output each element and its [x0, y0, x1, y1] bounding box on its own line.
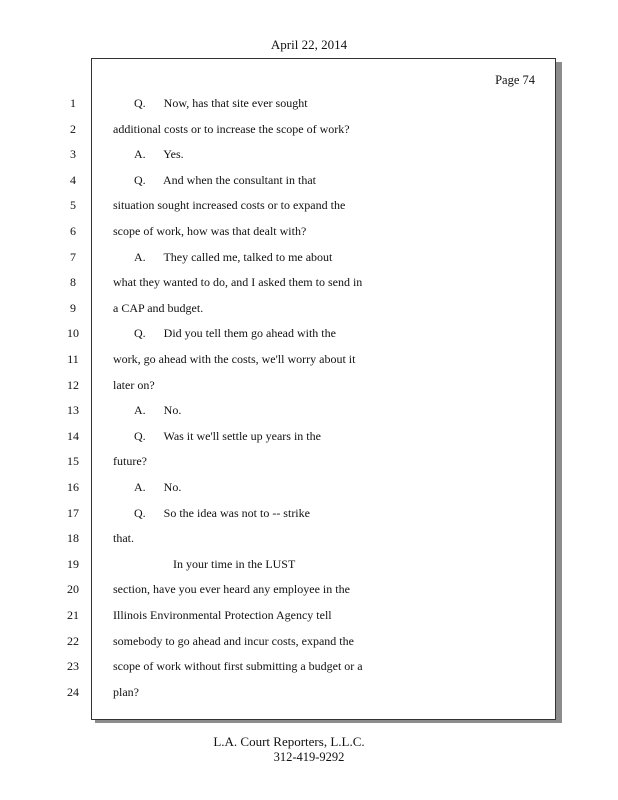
- transcript-line: A. No.: [134, 480, 182, 494]
- line-number: 11: [67, 352, 79, 366]
- line-number: 16: [67, 480, 79, 494]
- transcript-line: Illinois Environmental Protection Agency tell: [113, 608, 332, 622]
- transcript-line: scope of work, how was that dealt with?: [113, 224, 307, 238]
- line-number: 2: [70, 122, 76, 136]
- transcript-line: section, have you ever heard any employee in the: [113, 582, 350, 596]
- transcript-line: that.: [113, 531, 134, 545]
- line-number: 23: [67, 659, 79, 673]
- transcript-line: somebody to go ahead and incur costs, expand the: [113, 634, 354, 648]
- line-number: 21: [67, 608, 79, 622]
- transcript-line: future?: [113, 454, 147, 468]
- line-number: 24: [67, 685, 79, 699]
- line-number: 22: [67, 634, 79, 648]
- transcript-line: A. They called me, talked to me about: [134, 250, 333, 264]
- line-number: 4: [70, 173, 76, 187]
- transcript-line: scope of work without first submitting a budget or a: [113, 659, 363, 673]
- line-number: 12: [67, 378, 79, 392]
- transcript-line: work, go ahead with the costs, we'll worry about it: [113, 352, 356, 366]
- line-number: 5: [70, 198, 76, 212]
- line-number: 15: [67, 454, 79, 468]
- line-number: 9: [70, 301, 76, 315]
- line-number: 18: [67, 531, 79, 545]
- line-number: 14: [67, 429, 79, 443]
- page-number: Page 74: [495, 73, 535, 87]
- line-number: 8: [70, 275, 76, 289]
- transcript-date: April 22, 2014: [270, 37, 348, 52]
- footer-company: L.A. Court Reporters, L.L.C.: [213, 734, 365, 749]
- transcript-line: what they wanted to do, and I asked them to send in: [113, 275, 363, 289]
- transcript-line: Q. So the idea was not to -- strike: [134, 506, 310, 520]
- line-number: 19: [67, 557, 79, 571]
- transcript-line: a CAP and budget.: [113, 301, 204, 315]
- transcript-line: Q. Now, has that site ever sought: [134, 96, 308, 110]
- transcript-line: Q. And when the consultant in that: [134, 173, 316, 187]
- transcript-line: Q. Did you tell them go ahead with the: [134, 326, 336, 340]
- line-number: 6: [70, 224, 76, 238]
- footer-phone: 312-419-9292: [273, 750, 345, 764]
- transcript-line: additional costs or to increase the scope of work?: [113, 122, 350, 136]
- line-number: 10: [67, 326, 79, 340]
- line-number: 1: [70, 96, 76, 110]
- transcript-line: A. Yes.: [134, 147, 184, 161]
- transcript-line: later on?: [113, 378, 155, 392]
- transcript-line: In your time in the LUST: [173, 557, 296, 571]
- line-number: 7: [70, 250, 76, 264]
- transcript-line: Q. Was it we'll settle up years in the: [134, 429, 321, 443]
- transcript-line: situation sought increased costs or to expand the: [113, 198, 346, 212]
- transcript-line: plan?: [113, 685, 139, 699]
- line-number: 13: [67, 403, 79, 417]
- line-number: 3: [70, 147, 76, 161]
- line-number: 17: [67, 506, 79, 520]
- transcript-line: A. No.: [134, 403, 182, 417]
- line-number: 20: [67, 582, 79, 596]
